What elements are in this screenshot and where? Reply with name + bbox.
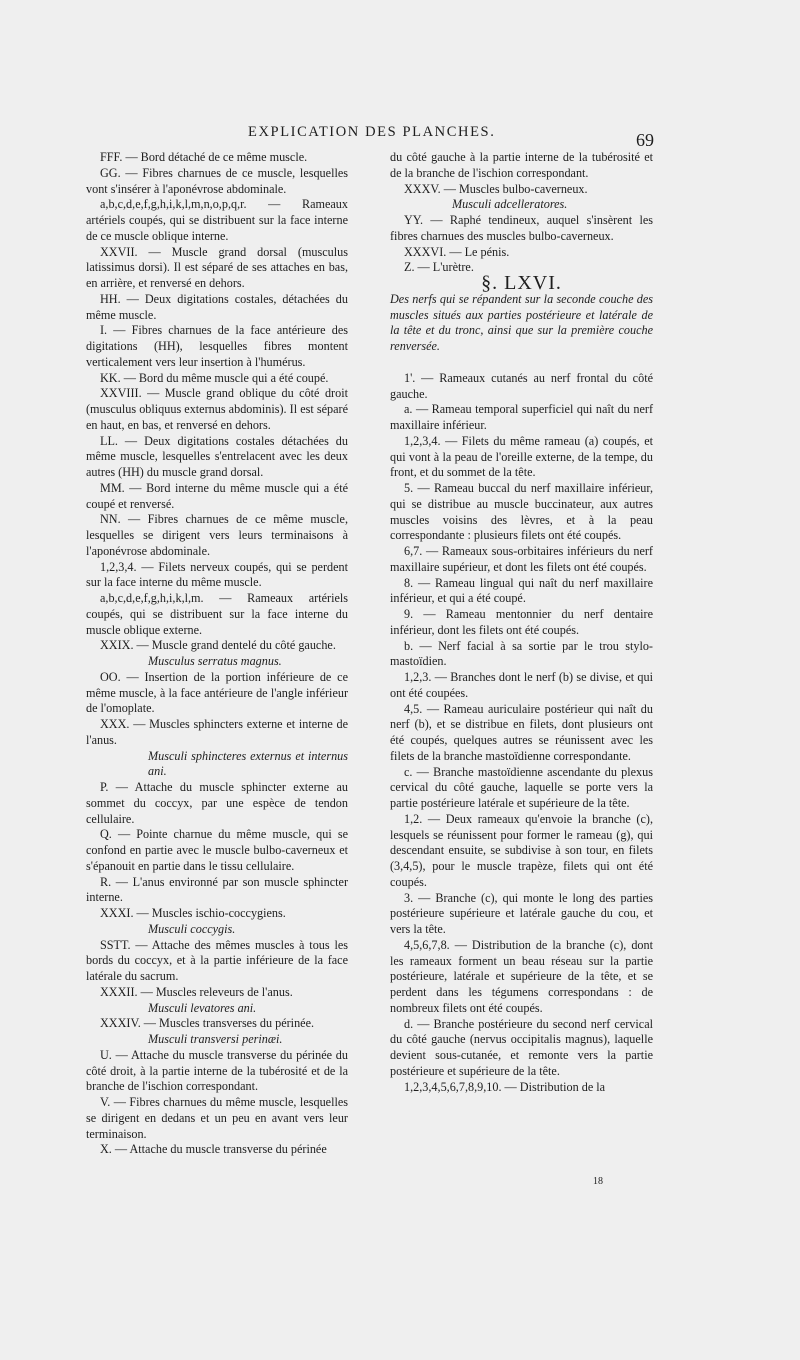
entry-u: U. — Attache du muscle transverse du périnée du côté droit, à la partie interne de la tubérosité et de la branche de l'ischion correspondant. xyxy=(86,1047,348,1094)
entry-i: I. — Fibres charnues de la face antérieure des digitations (HH), lesquelles fibres montent verticalement vers leur insertion à l'humérus. xyxy=(86,323,348,369)
entry-xxxiv: XXXIV. — Muscles transverses du périnée. xyxy=(100,1016,315,1031)
left-column xyxy=(86,150,348,1158)
entry-nerves-1-4: 1,2,3,4. — Filets nerveux coupés, qui se perdent sur la face interne du même muscle. xyxy=(86,559,348,590)
entry-nn: NN. — Fibres charnues de ce même muscle, lesquelles se dirigent vers leurs terminaisons à l'aponévrose abdominale. xyxy=(86,512,348,558)
entry-kk: KK. — Bord du même muscle qui a été coupé. xyxy=(100,370,329,385)
entry-5: 5. — Rameau buccal du nerf maxillaire inférieur, qui se distribue au muscle buccinateur, aux autres muscles voisins des lèvres, et à la peau correspondante : plusieurs filets ont été coupés. xyxy=(390,481,653,543)
page-number: 69 xyxy=(636,130,654,150)
entry-oo: OO. — Insertion de la portion inférieure de ce même muscle, à la face antérieure de l'angle inférieur de l'omoplate. xyxy=(86,669,348,716)
entry-sstt: SSTT. — Attache des mêmes muscles à tous les bords du coccyx, et à la partie inférieure de la face latérale du sacrum. xyxy=(86,937,348,983)
entry-xxvii: XXVII. — Muscle grand dorsal (musculus latissimus dorsi). Il est séparé de ses attaches en bas, en arrière, et renversé en dehors. xyxy=(86,244,348,290)
section-title: §. LXVI. xyxy=(481,272,562,294)
entry-d-1-10: 1,2,3,4,5,6,7,8,9,10. — Distribution de la xyxy=(404,1079,606,1094)
entry-a-1-4: 1,2,3,4. — Filets du même rameau (a) coupés, et qui vont à la peau de l'oreille externe, de la tempe, du front, et du sommet de la tête. xyxy=(390,433,653,480)
latin-name: Musculi levatores ani. xyxy=(148,1000,257,1015)
entry-xxviii: XXVIII. — Muscle grand oblique du côté droit (musculus obliquus externus abdominis). Il est séparé en haut, en bas, et renversé en dehors. xyxy=(86,386,348,432)
entry-x: X. — Attache du muscle transverse du périnée xyxy=(100,1142,327,1157)
entry-mm: MM. — Bord interne du même muscle qui a été coupé et renversé. xyxy=(86,480,348,511)
entry-xxxii: XXXII. — Muscles releveurs de l'anus. xyxy=(100,984,293,999)
section-intro: Des nerfs qui se répandent sur la seconde couche des muscles situés aux parties postérieure et latérale de la tête et du tronc, ainsi que sur la première couche renversée. xyxy=(390,291,653,353)
entry-z: Z. — L'urètre. xyxy=(404,260,474,275)
entry-b-1-3: 1,2,3. — Branches dont le nerf (b) se divise, et qui ont été coupées. xyxy=(390,670,653,700)
entry-arteries-oblique-externe: a,b,c,d,e,f,g,h,i,k,l,m. — Rameaux artériels coupés, qui se distribuent sur la face interne du muscle oblique externe. xyxy=(86,591,348,637)
latin-name: Musculi sphincteres externus et internus ani. xyxy=(148,748,348,779)
entry-xxxi: XXXI. — Muscles ischio-coccygiens. xyxy=(100,906,286,920)
entry-p: P. — Attache du muscle sphincter externe au sommet du coccyx, par une espèce de tendon cellulaire. xyxy=(86,780,348,826)
entry-arteries-oblique-interne: a,b,c,d,e,f,g,h,i,k,l,m,n,o,p,q,r. — Rameaux artériels coupés, qui se distribuent sur la face interne de ce muscle oblique interne. xyxy=(86,197,348,243)
entry-6-7: 6,7. — Rameaux sous-orbitaires inférieurs du nerf maxillaire supérieur, et dont les filets ont été coupés. xyxy=(390,544,653,574)
entry-xxix: XXIX. — Muscle grand dentelé du côté gauche. xyxy=(100,638,336,653)
entry-ll: LL. — Deux digitations costales détachées du même muscle, lesquelles s'entrelacent avec les deux autres (HH) du muscle grand dorsal. xyxy=(86,433,348,479)
entry-xxx: XXX. — Muscles sphincters externe et interne de l'anus. xyxy=(86,717,348,747)
entry-r: R. — L'anus environné par son muscle sphincter interne. xyxy=(86,874,348,905)
entry-c-1-2: 1,2. — Deux rameaux qu'envoie la branche (c), lesquels se réunissent pour former le rameau (g), qui descendant ensuite, se subdivise à son tour, en filets (3,4,5), pour le muscle trapèze, filets qui ont été coupés. xyxy=(390,811,653,889)
latin-name: Musculus serratus magnus. xyxy=(148,654,282,668)
right-column xyxy=(390,150,653,1095)
entry-1-prime: 1'. — Rameaux cutanés au nerf frontal du côté gauche. xyxy=(390,370,653,401)
entry-8: 8. — Rameau lingual qui naît du nerf maxillaire inférieur, et qui a été coupé. xyxy=(390,575,653,606)
entry-gg: GG. — Fibres charnues de ce muscle, lesquelles vont s'insérer à l'aponévrose abdominale. xyxy=(86,165,348,196)
entry-c: c. — Branche mastoïdienne ascendante du plexus cervical du côté gauche, laquelle se porte vers la partie postérieure latérale et supérieure de la tête. xyxy=(390,764,653,810)
latin-name: Musculi adcelleratores. xyxy=(452,197,568,212)
entry-c-4-8: 4,5,6,7,8. — Distribution de la branche (c), dont les rameaux forment un beau réseau sur la partie postérieure, latérale et supérieure de la tête, et se perdent dans les tégumens correspondans : de nombreux filets ont été coupés. xyxy=(390,937,653,1015)
entry-xxxvi: XXXVI. — Le pénis. xyxy=(404,244,510,259)
entry-v: V. — Fibres charnues du même muscle, lesquelles se dirigent en dedans et un peu en avant vers leur terminaison. xyxy=(86,1095,348,1141)
entry-a: a. — Rameau temporal superficiel qui naît du nerf maxillaire inférieur. xyxy=(390,402,653,432)
entry-b: b. — Nerf facial à sa sortie par le trou stylo-mastoïdien. xyxy=(390,638,653,669)
printer-signature: 18 xyxy=(593,1176,603,1187)
entry-hh: HH. — Deux digitations costales, détachées du même muscle. xyxy=(86,291,348,322)
entry-yy: YY. — Raphé tendineux, auquel s'insèrent les fibres charnues des muscles bulbo-caverneux. xyxy=(390,213,653,243)
entry-xxxv: XXXV. — Muscles bulbo-caverneux. xyxy=(404,181,588,196)
entry-d: d. — Branche postérieure du second nerf cervical du côté gauche (nervus occipitalis magnus), laquelle devient sous-cutanée, et remonte vers la partie postérieure et supérieure de la tête. xyxy=(390,1016,653,1078)
entry-4-5: 4,5. — Rameau auriculaire postérieur qui naît du nerf (b), et se distribue en filets, dont plusieurs ont été coupés, quelques autres se réunissent avec les filets de la branche mastoïdienne correspondante. xyxy=(390,701,653,763)
entry-x-continued: du côté gauche à la partie interne de la tubérosité et de la branche de l'ischion correspondant. xyxy=(390,150,653,180)
latin-name: Musculi transversi perinæi. xyxy=(148,1032,283,1046)
running-head: EXPLICATION DES PLANCHES. xyxy=(248,124,496,140)
entry-q: Q. — Pointe charnue du même muscle, qui se confond en partie avec le muscle bulbo-caverneux et s'épanouit en partie dans le tissu cellulaire. xyxy=(86,827,348,873)
latin-name: Musculi coccygis. xyxy=(148,921,236,936)
entry-9: 9. — Rameau mentonnier du nerf dentaire inférieur, dont les filets ont été coupés. xyxy=(390,607,653,637)
entry-fff: FFF. — Bord détaché de ce même muscle. xyxy=(100,150,308,164)
entry-c-3: 3. — Branche (c), qui monte le long des parties postérieure supérieure et latérale gauche du cou, et vers la tête. xyxy=(390,890,653,936)
